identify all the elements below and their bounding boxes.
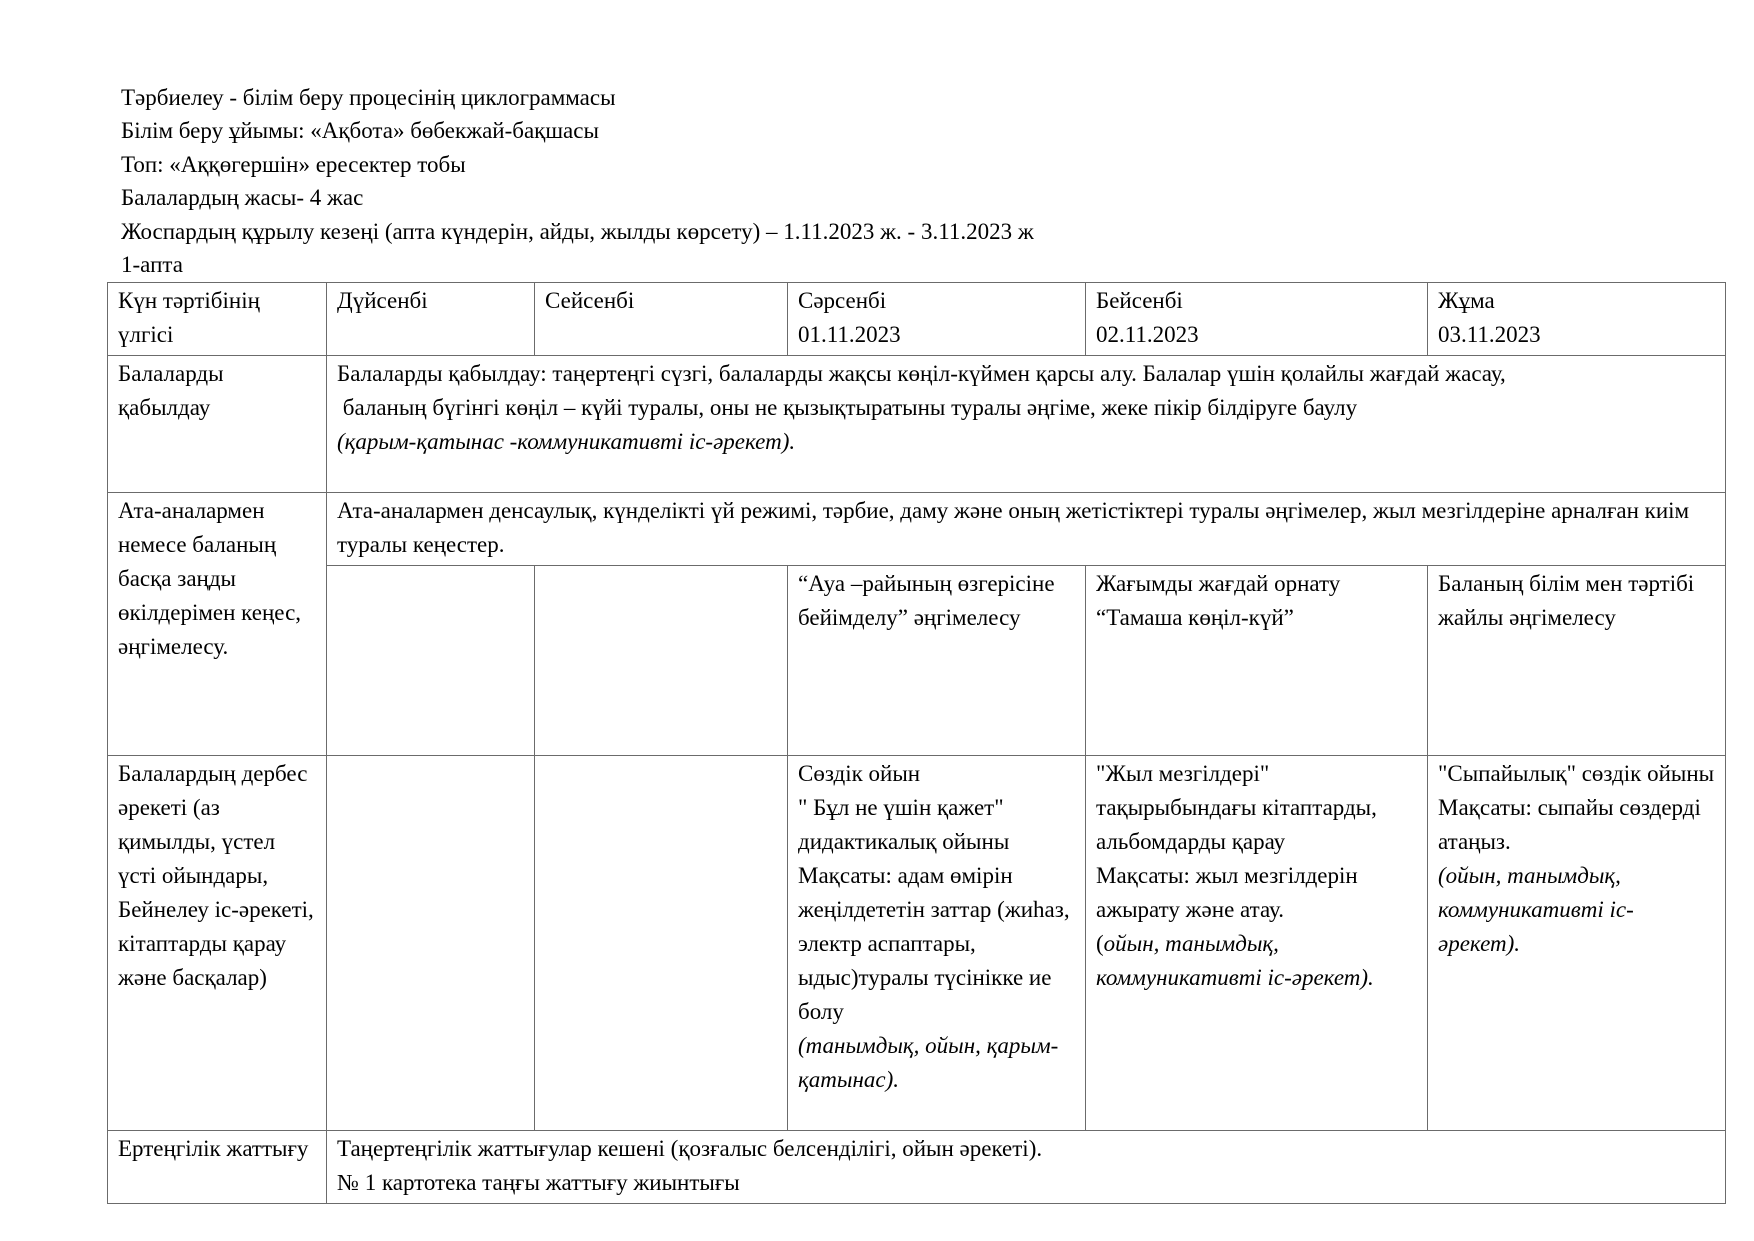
day-date: 03.11.2023 <box>1438 322 1541 347</box>
activity-monday-cell <box>327 756 535 1131</box>
week-line: 1-апта <box>121 251 183 277</box>
activity-tuesday-cell <box>535 756 788 1131</box>
header-cell-routine: Күн тәртібінің үлгісі <box>108 283 327 356</box>
parents-common-content: Ата-аналармен денсаулық, күнделікті үй режимі, тәрбие, даму және оның жетістіктері туралы әңгімелер, жыл мезгілдеріне арналған киім туралы кеңестер. <box>327 493 1726 566</box>
table-row-reception <box>108 356 1726 493</box>
doc-title: Тәрбиелеу - білім беру процесінің циклограммасы <box>121 85 616 110</box>
parents-monday-cell <box>327 566 535 756</box>
table-header-row <box>108 283 1726 356</box>
parents-wednesday-cell: “Ауа –райының өзгерісіне бейімделу” әңгімелесу <box>788 566 1086 756</box>
reception-content: Балаларды қабылдау: таңертеңгі сүзгі, балаларды жақсы көңіл-күймен қарсы алу. Балалар үшін қолайлы жағдай жасау, баланың бүгінгі көңіл – күйі туралы, оны не қызықтыратыны туралы әңгіме, жеке пікір білдіруге баулу (қарым-қатынас -коммуникативті іс-әрекет). <box>327 356 1726 493</box>
header-cell-monday: Дүйсенбі <box>327 283 535 356</box>
group-line: Топ: «Аққөгершін» ересектер тобы <box>121 151 466 177</box>
row-label-parents: Ата-аналармен немесе баланың басқа заңды өкілдерімен кеңес, әңгімелесу. <box>108 493 327 756</box>
header-cell-thursday <box>1086 283 1428 356</box>
document-header <box>121 81 1034 281</box>
day-name: Жұма <box>1438 288 1495 313</box>
cyclogram-table <box>107 282 1726 1204</box>
activity-wednesday-cell: Сөздік ойын " Бұл не үшін қажет" дидактикалық ойыны Мақсаты: адам өмірін жеңілдететін заттар (жиһаз, электр аспаптары, ыдыс)туралы түсінікке ие болу (танымдық, ойын, қарым-қатынас). <box>788 756 1086 1131</box>
activity-friday-cell: "Сыпайылық" сөздік ойыны Мақсаты: сыпайы сөздерді атаңыз. (ойын, танымдық, коммуникативті іс-әрекет). <box>1428 756 1726 1131</box>
table-row-parents-days <box>108 566 1726 756</box>
row-label-reception: Балаларды қабылдау <box>108 356 327 493</box>
activity-thursday-cell: "Жыл мезгілдері" тақырыбындағы кітаптарды, альбомдарды қарау Мақсаты: жыл мезгілдерін ажырату және атау. (ойын, танымдық, коммуникативті іс-әрекет). <box>1086 756 1428 1131</box>
parents-friday-cell: Баланың білім мен тәртібі жайлы әңгімелесу <box>1428 566 1726 756</box>
morning-exercise-content: Таңертеңгілік жаттығулар кешені (қозғалыс белсенділігі, ойын әрекеті). № 1 картотека таңғы жаттығу жиынтығы <box>327 1131 1726 1204</box>
organization-line: Білім беру ұйымы: «Ақбота» бөбекжай-бақшасы <box>121 118 599 144</box>
table-row-morning-exercise <box>108 1131 1726 1204</box>
row-label-activity: Балалардың дербес әрекеті (аз қимылды, үстел үсті ойындары, Бейнелеу іс-әрекеті, кітаптарды қарау және басқалар) <box>108 756 327 1131</box>
table-row-activity <box>108 756 1726 1131</box>
day-name: Бейсенбі <box>1096 288 1183 313</box>
day-date: 01.11.2023 <box>798 322 901 347</box>
parents-tuesday-cell <box>535 566 788 756</box>
header-cell-tuesday: Сейсенбі <box>535 283 788 356</box>
period-line: Жоспардың құрылу кезеңі (апта күндерін, айды, жылды көрсету) – 1.11.2023 ж. - 3.11.2023 ж <box>121 218 1034 244</box>
header-cell-wednesday <box>788 283 1086 356</box>
age-line: Балалардың жасы- 4 жас <box>121 185 364 211</box>
day-date: 02.11.2023 <box>1096 322 1199 347</box>
day-name: Сәрсенбі <box>798 288 887 313</box>
header-cell-friday <box>1428 283 1726 356</box>
parents-thursday-cell: Жағымды жағдай орнату “Тамаша көңіл-күй” <box>1086 566 1428 756</box>
table-row-parents <box>108 493 1726 566</box>
row-label-morning-exercise: Ертеңгілік жаттығу <box>108 1131 327 1204</box>
